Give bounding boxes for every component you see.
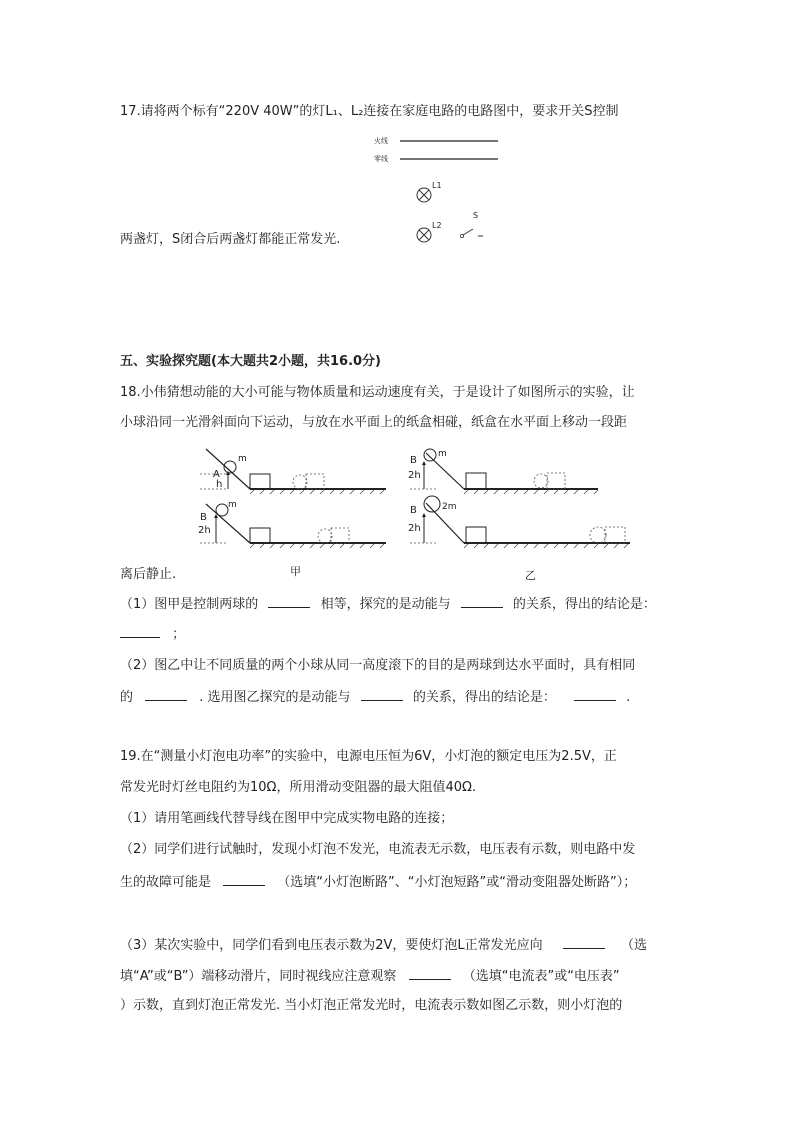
mass-label-top: m xyxy=(238,454,247,464)
answer-blank-2[interactable] xyxy=(461,593,503,608)
q18-part1: （1）图甲是控制两球的 相等，探究的是动能与 的关系，得出的结论是： xyxy=(120,593,656,615)
answer-blank-9[interactable] xyxy=(409,965,451,980)
q17-text-line2: 两盏灯，S闭合后两盏灯都能正常发光. xyxy=(120,232,341,247)
answer-blank-5[interactable] xyxy=(361,686,403,701)
switch-label: S xyxy=(473,211,479,220)
q17-text-line1: 17.请将两个标有“220V 40W”的灯L₁、L₂连接在家庭电路的电路图中，要求开关S控制 xyxy=(120,104,619,119)
caption-jia: 甲 xyxy=(290,565,301,578)
mass-label-bottom: 2m xyxy=(442,502,457,512)
switch-icon xyxy=(460,229,483,238)
q19-part3-line2: 填“A”或“B”）端移动滑片，同时视线应注意观察 （选填“电流表”或“电压表” xyxy=(120,965,620,987)
label-2h-top: 2h xyxy=(408,470,421,481)
box-bottom xyxy=(250,528,270,543)
lamp-l2-label: L2 xyxy=(432,221,442,230)
q18-figure-yi xyxy=(408,447,633,582)
answer-blank-8[interactable] xyxy=(563,934,605,949)
mass-label-top: m xyxy=(438,449,447,459)
label-b-top: B xyxy=(410,455,417,466)
ball-m-bottom xyxy=(216,504,228,516)
lamp-l1-icon xyxy=(417,188,431,202)
label-2h-bottom: 2h xyxy=(408,523,421,534)
lamp-l1-label: L1 xyxy=(432,181,442,190)
q19-part3-line3: ）示数，直到灯泡正常发光. 当小灯泡正常发光时，电流表示数如图乙示数，则小灯泡的 xyxy=(120,998,623,1013)
box-top xyxy=(466,473,486,489)
lamp-l2-icon xyxy=(417,228,431,242)
answer-blank-4[interactable] xyxy=(145,686,187,701)
label-h: h xyxy=(216,479,223,490)
q19-part2-line2: 生的故障可能是 （选填“小灯泡断路”、“小灯泡短路”或“滑动变阻器处断路”）； xyxy=(120,871,636,893)
mass-label-bottom: m xyxy=(228,500,237,510)
q18-figure-jia xyxy=(198,447,388,582)
box-bottom xyxy=(466,527,486,543)
label-a: A xyxy=(213,469,220,480)
q18-part1-cont: ； xyxy=(120,623,185,645)
label-b: B xyxy=(200,512,207,523)
q18-text-line1: 18.小伟猜想动能的大小可能与物体质量和运动速度有关，于是设计了如图所示的实验，让 xyxy=(120,385,635,400)
box-top xyxy=(250,474,270,489)
q18-part2-line1: （2）图乙中让不同质量的两个小球从同一高度滚下的目的是两球到达水平面时，具有相同 xyxy=(120,658,636,673)
q18-text-line2: 小球沿同一光滑斜面向下运动，与放在水平面上的纸盒相碰，纸盒在水平面上移动一段距 xyxy=(120,415,628,430)
q19-text-line1: 19.在“测量小灯泡电功率”的实验中，电源电压恒为6V，小灯泡的额定电压为2.5V，正 xyxy=(120,749,617,764)
caption-yi: 乙 xyxy=(525,569,536,582)
q19-part2-line1: （2）同学们进行试触时，发现小灯泡不发光，电流表无示数，电压表有示数，则电路中发 xyxy=(120,842,636,857)
live-wire-label: 火线 xyxy=(374,137,388,145)
answer-blank-1[interactable] xyxy=(268,593,310,608)
section-5-title: 五、实验探究题(本大题共2小题，共16.0分) xyxy=(120,354,382,369)
answer-blank-3[interactable] xyxy=(120,623,160,638)
q17-circuit-figure xyxy=(370,128,510,250)
answer-blank-7[interactable] xyxy=(223,871,265,886)
answer-blank-6[interactable] xyxy=(574,686,616,701)
q18-text-line3: 离后静止. xyxy=(120,567,177,582)
q19-text-line2: 常发光时灯丝电阻约为10Ω，所用滑动变阻器的最大阻值40Ω. xyxy=(120,780,477,795)
neutral-wire-label: 零线 xyxy=(374,155,388,163)
label-b-bottom: B xyxy=(410,505,417,516)
q19-part1: （1）请用笔画线代替导线在图甲中完成实物电路的连接； xyxy=(120,811,454,826)
q19-part3-line1: （3）某次实验中，同学们看到电压表示数为2V，要使灯泡L正常发光应向 （选 xyxy=(120,934,647,956)
label-2h: 2h xyxy=(198,525,211,536)
ball-m xyxy=(424,449,436,461)
q18-part2-line2: 的 . 选用图乙探究的是动能与 的关系，得出的结论是： . xyxy=(120,686,630,708)
